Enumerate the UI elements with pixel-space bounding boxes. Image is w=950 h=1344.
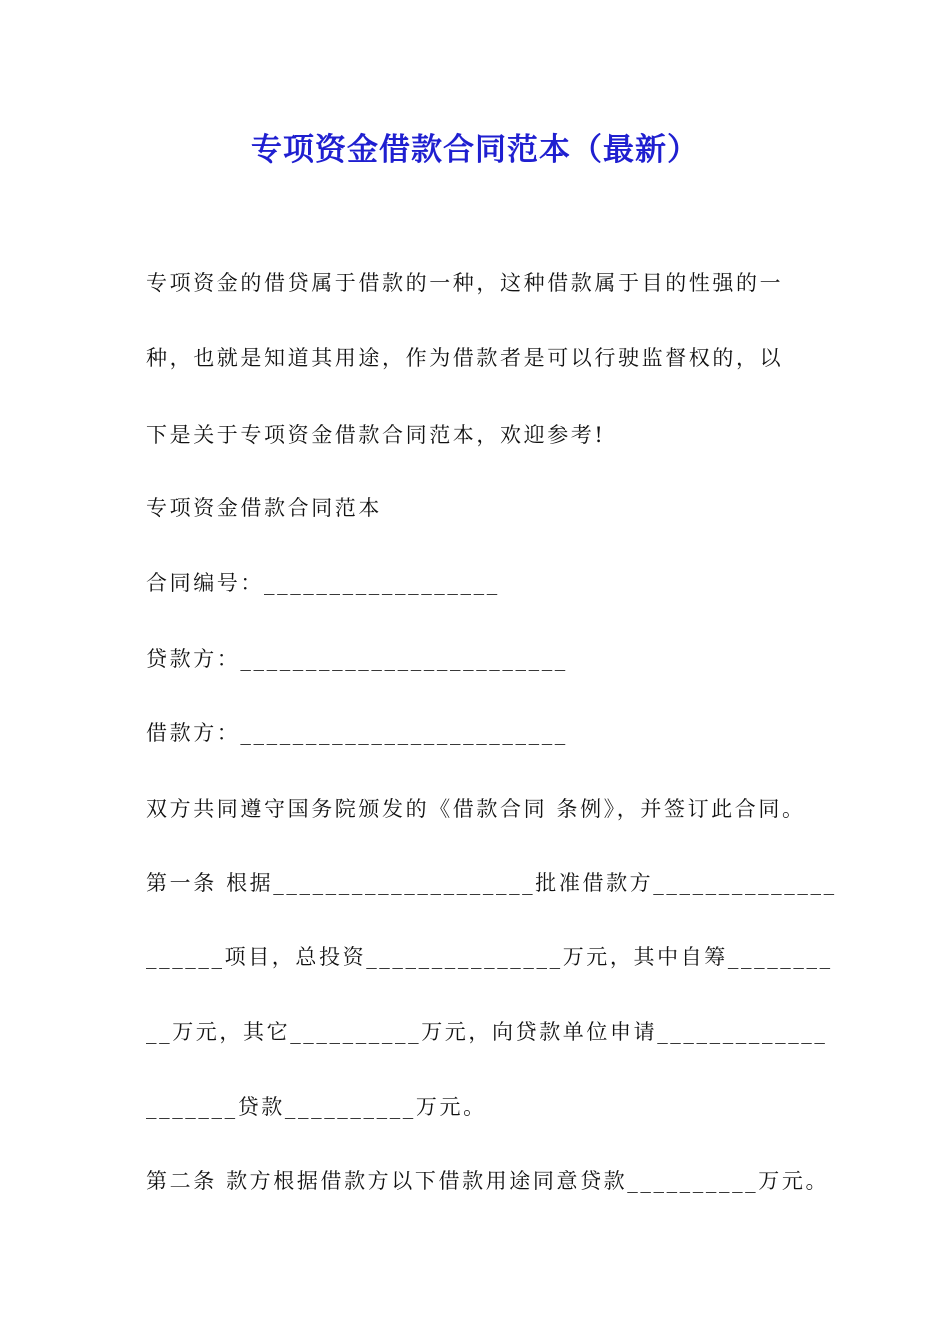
agreement-line: 双方共同遵守国务院颁发的《借款合同 条例》，并签订此合同。 bbox=[146, 797, 806, 821]
article-1-line-4: _______贷款__________万元。 bbox=[146, 1095, 487, 1119]
article-2-line-1: 第二条 款方根据借款方以下借款用途同意贷款__________万元。 bbox=[146, 1169, 830, 1193]
article-1-line-2: ______项目，总投资_______________万元，其中自筹________ bbox=[146, 945, 833, 969]
section-heading: 专项资金借款合同范本 bbox=[146, 496, 382, 520]
article-1-line-1: 第一条 根据____________________批准借款方______________ bbox=[146, 871, 837, 895]
borrower-line: 借款方：_________________________ bbox=[146, 721, 568, 745]
lender-line: 贷款方：_________________________ bbox=[146, 647, 568, 671]
document-title: 专项资金借款合同范本（最新） bbox=[251, 132, 699, 168]
intro-line-3: 下是关于专项资金借款合同范本，欢迎参考! bbox=[146, 423, 606, 447]
intro-line-2: 种，也就是知道其用途，作为借款者是可以行驶监督权的，以 bbox=[146, 346, 784, 370]
article-1-line-3: __万元，其它__________万元，向贷款单位申请_____________ bbox=[146, 1020, 828, 1044]
intro-line-1: 专项资金的借贷属于借款的一种，这种借款属于目的性强的一 bbox=[146, 271, 784, 295]
contract-number-line: 合同编号：__________________ bbox=[146, 571, 500, 595]
